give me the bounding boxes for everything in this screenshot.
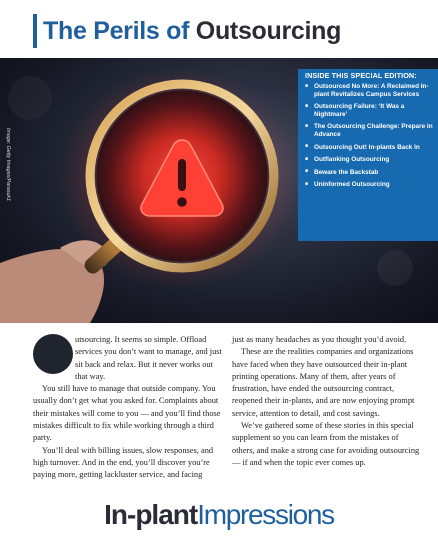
- article-paragraph: You still have to manage that outside company. You usually don’t get what you asked for. Complaints about their mistakes will come to you — and you’ll find those mistakes difficult to fix while working through a third party.: [33, 384, 221, 443]
- list-item[interactable]: ■ Outsourcing Out! In-plants Back In: [314, 144, 436, 152]
- article-column-2: [232, 334, 420, 469]
- photo-credit: Image: Getty Images/Parasuk1: [5, 128, 11, 202]
- list-item[interactable]: ■ Uninformed Outsourcing: [314, 181, 436, 189]
- warning-exclamation-dot: [177, 197, 187, 207]
- logo-impressions: Impressions: [197, 499, 334, 530]
- special-edition-box: [298, 69, 438, 241]
- warning-exclamation-bar: [178, 159, 186, 191]
- title-part-2: Outsourcing: [195, 17, 342, 45]
- article-paragraph: We’ve gathered some of these stories in this special supplement so you can learn from the mistakes of others, and make a strong case for avoiding outsourcing — if and when the topic ever comes up.: [232, 421, 420, 467]
- article-paragraph: You’ll deal with billing issues, slow responses, and high turnover. And in the end, you’ll discover you’re paying more, getting lackluster service, and facing: [33, 445, 214, 480]
- list-item[interactable]: ■ Outflanking Outsourcing: [314, 156, 436, 164]
- list-item[interactable]: ■ Beware the Backstab: [314, 169, 436, 177]
- special-edition-list: [314, 83, 436, 194]
- title-part-1: The Perils of: [43, 17, 190, 45]
- article-paragraph: just as many headaches as you thought you’d avoid.: [232, 335, 407, 344]
- special-edition-heading: INSIDE THIS SPECIAL EDITION:: [305, 71, 417, 80]
- inplant-impressions-logo: [0, 498, 438, 532]
- list-item[interactable]: ■ The Outsourcing Challenge: Prepare in Advance: [314, 123, 436, 138]
- article-column-1: [33, 334, 226, 482]
- page-title: [43, 16, 341, 46]
- list-item[interactable]: ■ Outsourced No More: A Reclaimed In-plant Revitalizes Campus Services: [314, 83, 436, 98]
- list-item[interactable]: ■ Outsourcing Failure: ‘It Was a Nightmare’: [314, 103, 436, 118]
- title-accent-bar: [33, 14, 37, 48]
- article-paragraph: utsourcing. It seems so simple. Offload services you don’t want to manage, and just sit back and relax. But it never works out that way.: [75, 335, 222, 381]
- logo-inplant: In-plant: [104, 499, 198, 530]
- article-paragraph: These are the realities companies and organizations have faced when they have outsourced their in-plant printing operations. Many of them, after years of frustration, have ended the outsourcing contract, reopened their in-plants, and are now enjoying prompt service, attention to detail, and cost savings.: [232, 347, 415, 418]
